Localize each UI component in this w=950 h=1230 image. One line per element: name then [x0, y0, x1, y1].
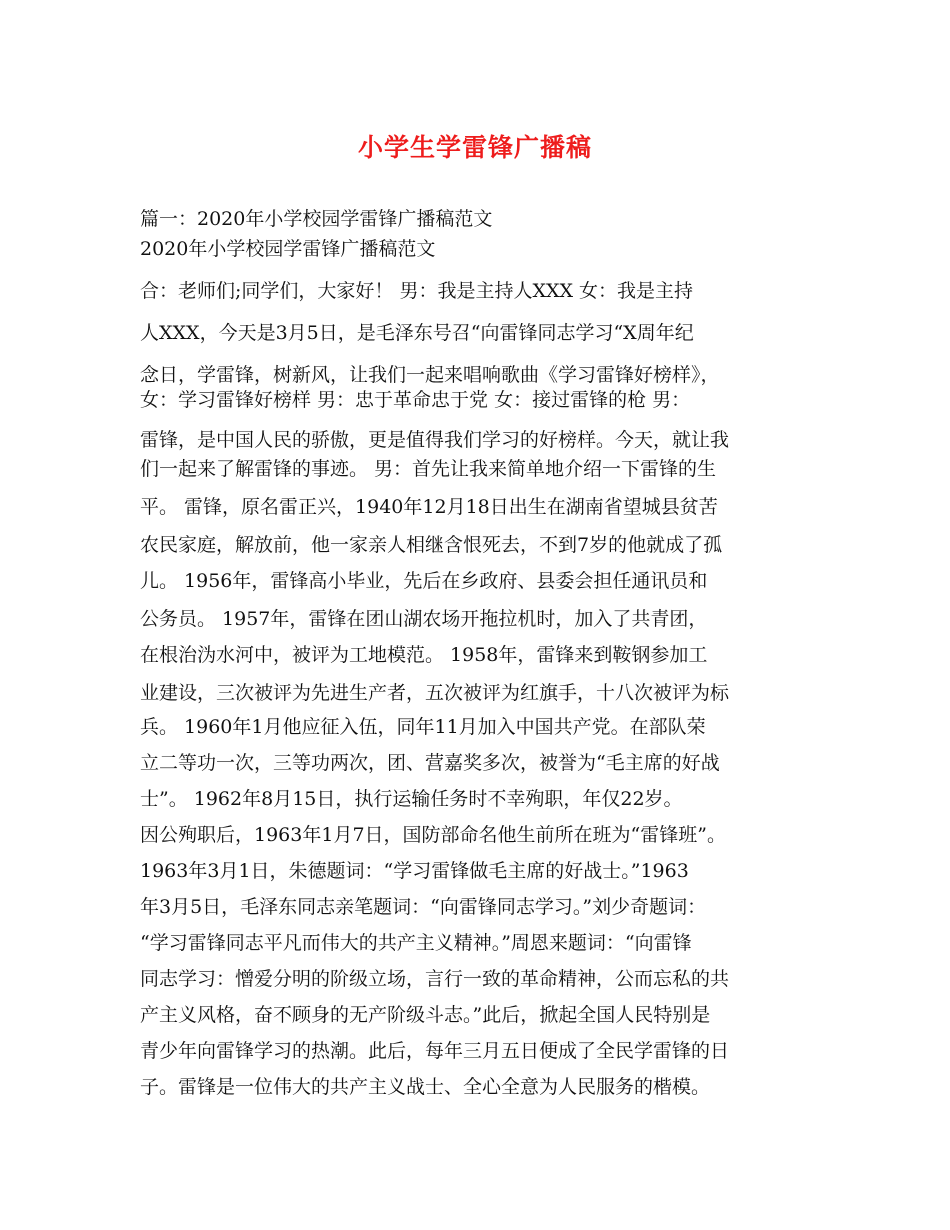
body-line: 业建设，三次被评为先进生产者，五次被评为红旗手，十八次被评为标	[140, 682, 730, 704]
body-line: 因公殉职后，1963年1月7日，国防部命名他生前所在班为“雷锋班”。	[140, 824, 726, 846]
body-line: 2020年小学校园学雷锋广播稿范文	[140, 238, 436, 260]
body-line: 合：老师们;同学们，大家好！ 男：我是主持人XXX 女：我是主持	[140, 280, 694, 302]
body-line: 兵。 1960年1月他应征入伍，同年11月加入中国共产党。在部队荣	[140, 716, 706, 738]
body-line: “学习雷锋同志平凡而伟大的共产主义精神。”周恩来题词：“向雷锋	[140, 932, 692, 954]
body-line: 平。 雷锋，原名雷正兴，1940年12月18日出生在湖南省望城县贫苦	[140, 496, 718, 518]
body-line: 子。雷锋是一位伟大的共产主义战士、全心全意为人民服务的楷模。	[140, 1076, 711, 1098]
body-line: 年3月5日，毛泽东同志亲笔题词：“向雷锋同志学习。”刘少奇题词：	[140, 896, 707, 918]
body-line: 念日，学雷锋，树新风，让我们一起来唱响歌曲《学习雷锋好榜样》，	[140, 364, 720, 386]
body-line: 儿。 1956年，雷锋高小毕业，先后在乡政府、县委会担任通讯员和	[140, 570, 708, 592]
body-line: 们一起来了解雷锋的事迹。 男：首先让我来简单地介绍一下雷锋的生	[140, 458, 717, 480]
body-line: 青少年向雷锋学习的热潮。此后，每年三月五日便成了全民学雷锋的日	[140, 1040, 730, 1062]
body-line: 1963年3月1日，朱德题词：“学习雷锋做毛主席的好战士。”1963	[140, 860, 689, 882]
body-line: 公务员。 1957年，雷锋在团山湖农场开拖拉机时，加入了共青团，	[140, 608, 708, 630]
body-line: 产主义风格，奋不顾身的无产阶级斗志。”此后，掀起全国人民特别是	[140, 1004, 711, 1026]
body-line: 立二等功一次，三等功两次，团、营嘉奖多次，被誉为“毛主席的好战	[140, 752, 720, 774]
body-line: 篇一：2020年小学校园学雷锋广播稿范文	[140, 208, 493, 230]
body-line: 雷锋，是中国人民的骄傲，更是值得我们学习的好榜样。今天，就让我	[140, 429, 730, 451]
body-line: 在根治沩水河中，被评为工地模范。 1958年，雷锋来到鞍钢参加工	[140, 644, 708, 666]
body-line: 人XXX，今天是3月5日，是毛泽东号召“向雷锋同志学习“X周年纪	[140, 322, 694, 344]
body-line: 士”。 1962年8月15日，执行运输任务时不幸殉职，年仅22岁。	[140, 788, 683, 810]
body-line: 农民家庭，解放前，他一家亲人相继含恨死去，不到7岁的他就成了孤	[140, 534, 723, 556]
body-line: 同志学习：憎爱分明的阶级立场，言行一致的革命精神，公而忘私的共	[140, 968, 730, 990]
document-title: 小学生学雷锋广播稿	[357, 133, 592, 162]
body-line: 女：学习雷锋好榜样 男：忠于革命忠于党 女：接过雷锋的枪 男：	[140, 389, 691, 411]
